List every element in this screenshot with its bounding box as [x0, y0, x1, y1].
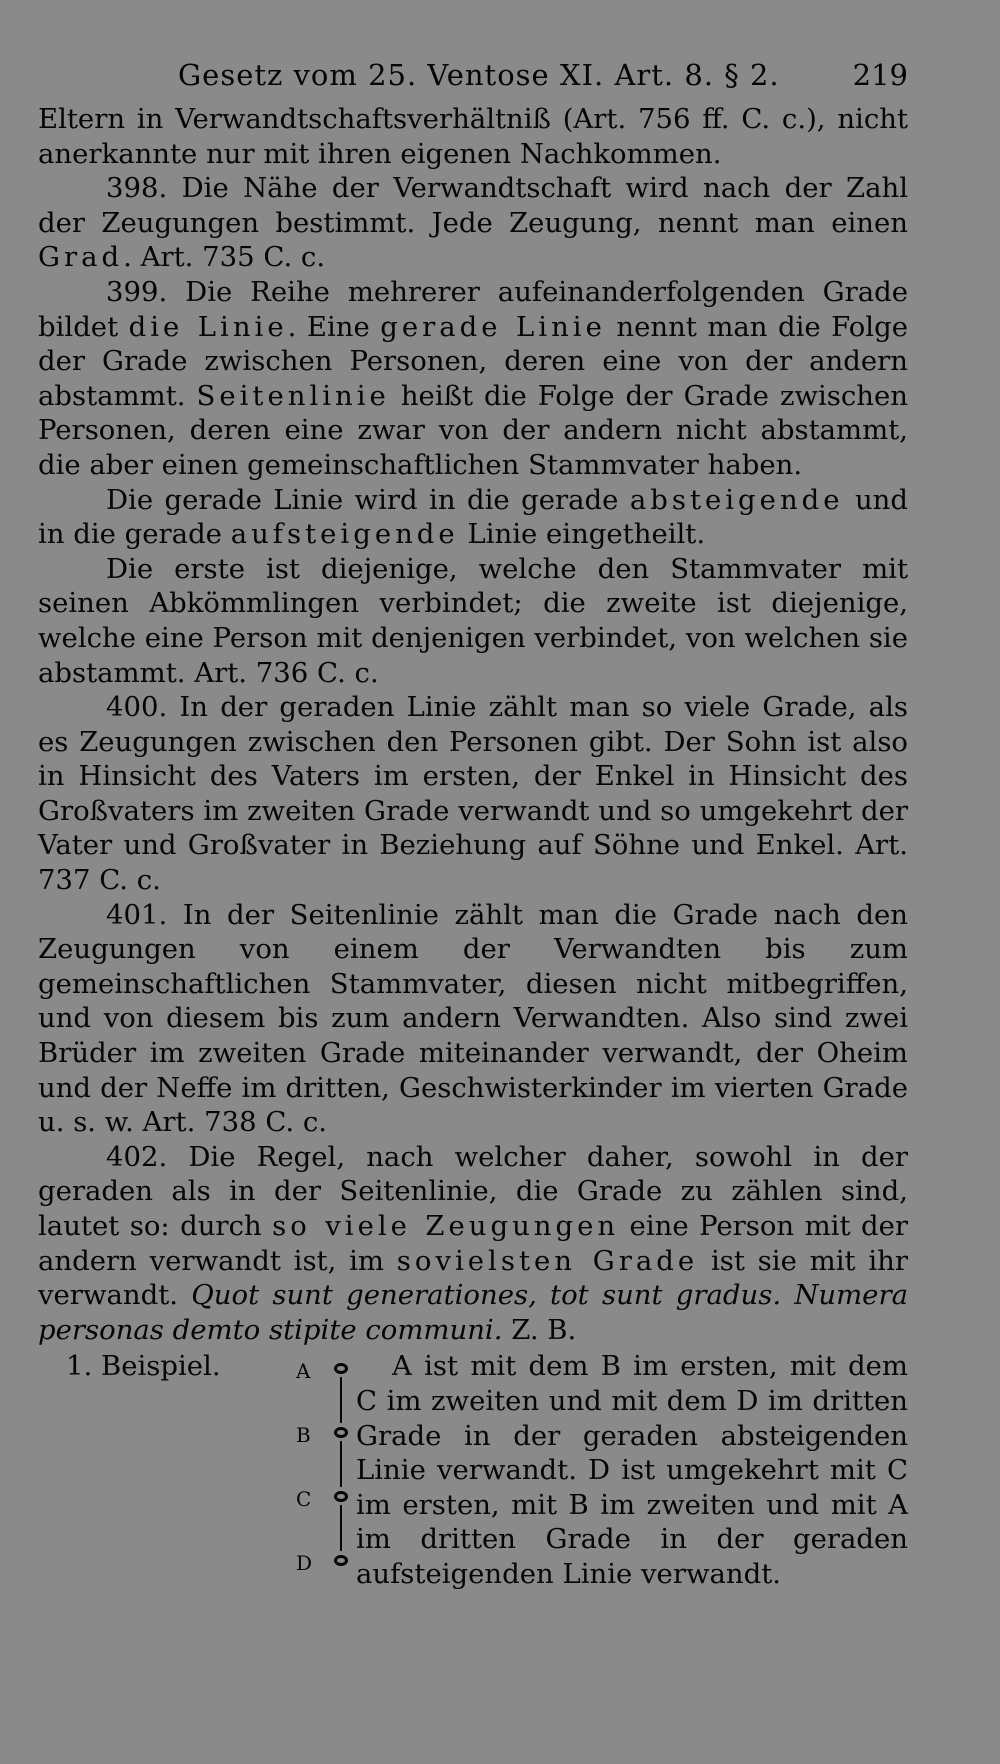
spaced-term: die Linie: [128, 310, 288, 343]
text-run: nennt man die Folge der Grade zwischen Personen, deren eine von der andern abstammt.: [38, 310, 908, 412]
body-text: [38, 102, 908, 1347]
page-header: [38, 52, 908, 102]
spaced-term: Grad: [38, 241, 124, 274]
diagram-label: B: [296, 1423, 311, 1448]
text-run: Linie eingetheilt.: [458, 518, 706, 551]
text-run: 398. Die Nähe der Verwandtschaft wird nach der Zahl der Zeugungen bestimmt. Jede Zeugung, nennt man einen: [38, 172, 908, 239]
example-block: [38, 1349, 908, 1589]
paragraph: [38, 483, 908, 552]
spaced-term: aufsteigende: [230, 518, 459, 551]
example-text: [356, 1349, 908, 1591]
spaced-term: sovielsten Grade: [396, 1244, 699, 1277]
text-run: und in die gerade: [38, 483, 908, 551]
spaced-term: absteigende: [629, 483, 844, 516]
diagram-label: D: [296, 1551, 313, 1576]
spaced-term: Seitenlinie: [196, 379, 390, 412]
text-run: eine Person mit der andern verwandt ist, im: [38, 1210, 908, 1277]
paragraph: [38, 690, 908, 898]
text-run: Z. B.: [502, 1313, 577, 1346]
diagram-node: [334, 1363, 348, 1374]
diagram-node: [334, 1491, 348, 1502]
text-run: Eltern in Verwandtschaftsverhältniß (Art. 756 ff. C. c.), nicht anerkannte nur mit ihren eigenen Nachkommen.: [38, 103, 908, 170]
text-run: . Art. 735 C. c.: [123, 241, 326, 274]
text-run: 400. In der geraden Linie zählt man so viele Grade, als es Zeugungen zwischen den Personen gibt. Der Sohn ist also in Hinsicht des Vaters im ersten, der Enkel in Hinsicht des Großvaters im zweiten Grade verwandt und so umgekehrt der Vater und Großvater in Beziehung auf Söhne und Enkel. Art. 737 C. c.: [38, 691, 908, 897]
text-run: Die gerade Linie wird in die gerade: [106, 483, 630, 516]
diagram-edge: [340, 1377, 342, 1423]
page-number: 219: [852, 58, 908, 92]
spaced-term: gerade Linie: [380, 310, 606, 343]
paragraph: [38, 171, 908, 275]
diagram-edge: [340, 1441, 342, 1487]
paragraph: [38, 552, 908, 690]
diagram-node: [334, 1427, 348, 1438]
lineage-diagram: [296, 1359, 356, 1576]
text-run: 399. Die Reihe mehrerer aufeinanderfolgenden Grade bildet: [38, 275, 908, 343]
diagram-label: C: [296, 1487, 312, 1512]
text-run: heißt die Folge der Grade zwischen Personen, deren eine zwar von der andern nicht abstammt, die aber einen gemeinschaftlichen Stammvater haben.: [38, 379, 908, 481]
text-run: Die erste ist diejenige, welche den Stammvater mit seinen Abkömmlingen verbindet; die zweite ist diejenige, welche eine Person mit denjenigen verbindet, von welchen sie abstammt. Art. 736 C. c.: [38, 552, 908, 689]
latin-phrase: Quot sunt generationes, tot sunt gradus. Numera personas demto stipite communi.: [38, 1279, 908, 1346]
paragraph: [38, 898, 908, 1140]
paragraph: [38, 1140, 908, 1348]
text-run: 401. In der Seitenlinie zählt man die Grade nach den Zeugungen von einem der Verwandten bis zum gemeinschaftlichen Stammvater, diesen nicht mitbegriffen, und von diesem bis zum andern Verwandten. Also sind zwei Brüder im zweiten Grade miteinander verwandt, der Oheim und der Neffe im dritten, Geschwisterkinder im vierten Grade u. s. w. Art. 738 C. c.: [38, 898, 908, 1139]
diagram-edge: [340, 1505, 342, 1551]
spaced-term: so viele Zeugungen: [272, 1210, 620, 1242]
paragraph: [38, 102, 908, 171]
running-head: Gesetz vom 25. Ventose XI. Art. 8. § 2.: [178, 58, 780, 92]
example-paragraph: A ist mit dem B im ersten, mit dem C im zweiten und mit dem D im dritten Grade in der geraden absteigenden Linie verwandt. D ist umgekehrt mit C im ersten, mit B im zweiten und mit A im dritten Grade in der geraden aufsteigenden Linie verwandt.: [356, 1350, 908, 1590]
example-lead: 1. Beispiel.: [66, 1350, 221, 1383]
text-run: 402. Die Regel, nach welcher daher, sowohl in der geraden als in der Seitenlinie, die Grade zu zählen sind, lautet so: durch: [38, 1140, 908, 1242]
text-run: . Eine: [287, 310, 381, 343]
text-run: ist sie mit ihr verwandt.: [38, 1244, 908, 1312]
diagram-label: A: [296, 1359, 311, 1384]
paragraph: [38, 275, 908, 483]
diagram-node: [334, 1555, 348, 1566]
